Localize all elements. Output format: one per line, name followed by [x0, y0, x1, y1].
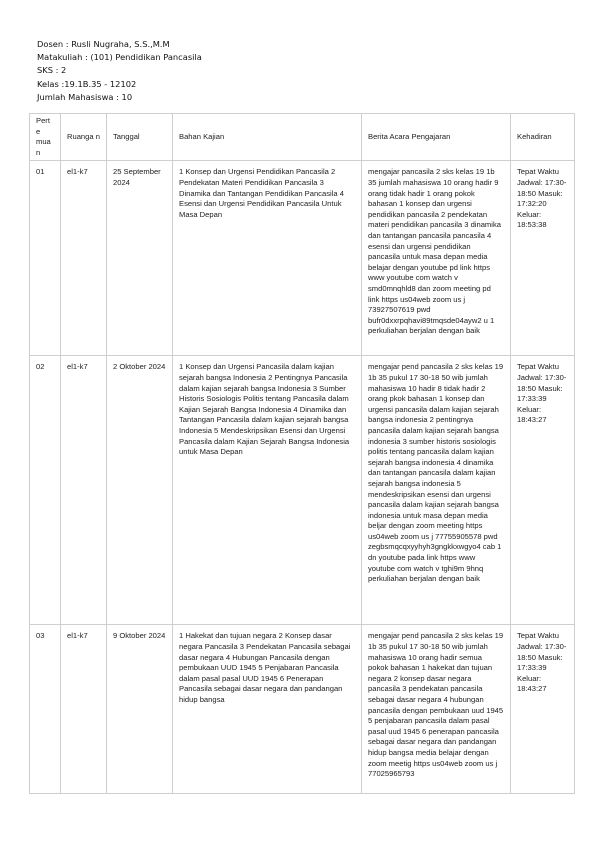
attendance-table	[29, 113, 575, 794]
column-header-pertemuan: Perte muan	[30, 114, 61, 161]
table-header-row	[30, 114, 575, 161]
column-header-ruangan: Ruanga n	[61, 114, 107, 161]
dosen-line: Dosen : Rusli Nugraha, S.S.,M.M	[37, 39, 170, 49]
cell-ruangan: el1-k7	[61, 356, 107, 625]
column-header-berita-acara: Berita Acara Pengajaran	[362, 114, 511, 161]
cell-ruangan: el1-k7	[61, 625, 107, 794]
cell-berita-acara: mengajar pend pancasila 2 sks kelas 19 1b 35 pukul 17 30-18 50 wib jumlah mahasiswa 10 hadir 8 tidak hadir 2 orang pkok bahasan 1 konsep dan urgensi pancasila dalam kajian sejarah bangsa indonesia 2 pentingnya pancasila dalam kajian sejarah bangsa indonesia 3 sumber historis sosiologis politis tentang pancasila dalam kajian sejarah bangsa indonesia 4 dinamika dan tantangan pancasila dalam kajian sejarah bangsa indonesia 5 mendeskripsikan esensi dan urgensi pancasila dalam kajian sejarah bangsa indonesia untuk masa depan media beljar dengan zoom meeting https us04web zoom us j 77755905578 pwd zegbsmqcqxyyhyh3gngkkxwgyo4 cab 1 dn youtube pada link https www youtube com watch v tghi9m 9hnq perkuliahan berjalan dengan baik	[362, 356, 511, 625]
cell-ruangan: el1-k7	[61, 161, 107, 356]
document-header	[37, 38, 202, 104]
matakuliah-line: Matakuliah : (101) Pendidikan Pancasila	[37, 52, 202, 63]
cell-bahan-kajian: 1 Konsep dan Urgensi Pendidikan Pancasila 2 Pendekatan Materi Pendidikan Pancasila 3 Dinamika dan Tantangan Pendidikan Pancasila 4 Esensi dan Urgensi Pendidikan Pancasila Untuk Masa Depan	[173, 161, 362, 356]
cell-berita-acara: mengajar pend pancasila 2 sks kelas 19 1b 35 pukul 17 30-18 50 wib jumlah mahasiswa 10 orang hadir semua pokok bahasan 1 hakekat dan tujuan negara 2 konsep dasar negara pancasila 3 pendekatan pancasila sebagai dasar negara 4 hubungan pancasila dengan pembukaan uud 1945 5 penjabaran pancasila dalam pasal pasal uud 1945 6 penerapan pancasila sebagai dasar negara dan pandangan hidup bangsa media belajar dengan zoom meetig https us04web zoom us j 77025965793	[362, 625, 511, 794]
table-row	[30, 625, 575, 794]
column-header-tanggal: Tanggal	[107, 114, 173, 161]
column-header-bahan-kajian: Bahan Kajian	[173, 114, 362, 161]
jumlah-mahasiswa-line: Jumlah Mahasiswa : 10	[37, 91, 133, 102]
cell-kehadiran: Tepat Waktu Jadwal: 17:30-18:50 Masuk: 17:32:20 Keluar: 18:53:38	[511, 161, 575, 356]
column-header-kehadiran: Kehadiran	[511, 114, 575, 161]
cell-kehadiran: Tepat Waktu Jadwal: 17:30-18:50 Masuk: 17:33:39 Keluar: 18:43:27	[511, 625, 575, 794]
cell-pertemuan: 02	[30, 356, 61, 625]
cell-tanggal: 9 Oktober 2024	[107, 625, 173, 794]
cell-pertemuan: 03	[30, 625, 61, 794]
sks-line: SKS : 2	[37, 65, 67, 76]
cell-pertemuan: 01	[30, 161, 61, 356]
cell-tanggal: 25 September 2024	[107, 161, 173, 356]
cell-kehadiran: Tepat Waktu Jadwal: 17:30-18:50 Masuk: 17:33:39 Keluar: 18:43:27	[511, 356, 575, 625]
cell-tanggal: 2 Oktober 2024	[107, 356, 173, 625]
kelas-line: Kelas :19.1B.35 - 12102	[37, 78, 137, 89]
table-row	[30, 356, 575, 625]
cell-bahan-kajian: 1 Konsep dan Urgensi Pancasila dalam kajian sejarah bangsa Indonesia 2 Pentingnya Pancasila dalam kajian sejarah bangsa Indonesia 3 Sumber Historis Sosiologis Politis tentang Pancasila dalam Kajian Sejarah Bangsa Indonesia 4 Dinamika dan Tantangan Pancasila dalam kajian sejarah bangsa Indonesia 5 Mendeskripsikan Esensi dan Urgensi Pancasila dalam Kajian Sejarah Bangsa Indonesia untuk Masa Depan	[173, 356, 362, 625]
cell-bahan-kajian: 1 Hakekat dan tujuan negara 2 Konsep dasar negara Pancasila 3 Pendekatan Pancasila sebagai dasar negara 4 Hubungan Pancasila dengan pembukaan UUD 1945 5 Penjabaran Pancasila dalam pasal pasal UUD 1945 6 Penerapan Pancasila sebagai dasar negara dan pandangan hidup bangsa	[173, 625, 362, 794]
cell-berita-acara: mengajar pancasila 2 sks kelas 19 1b 35 jumlah mahasiswa 10 orang hadir 9 orang tidak hadir 1 orang pokok bahasan 1 konsep dan urgensi pendidikan pancasila 2 pendekatan materi pendidikan pancasila 3 dinamika dan tantangan pancasila pancasila 4 esensi dan urgensi pendidikan pancasila untuk masa depan media belajar dengan youtube pd link https www youtube com watch v smd0mnqhld8 dan zoom meeting pd link https us04web zoom us j 73927507619 pwd bufr0dxxrpqhavi89tmqsde04ayw2 u 1 perkuliahan berjalan dengan baik	[362, 161, 511, 356]
table-row	[30, 161, 575, 356]
